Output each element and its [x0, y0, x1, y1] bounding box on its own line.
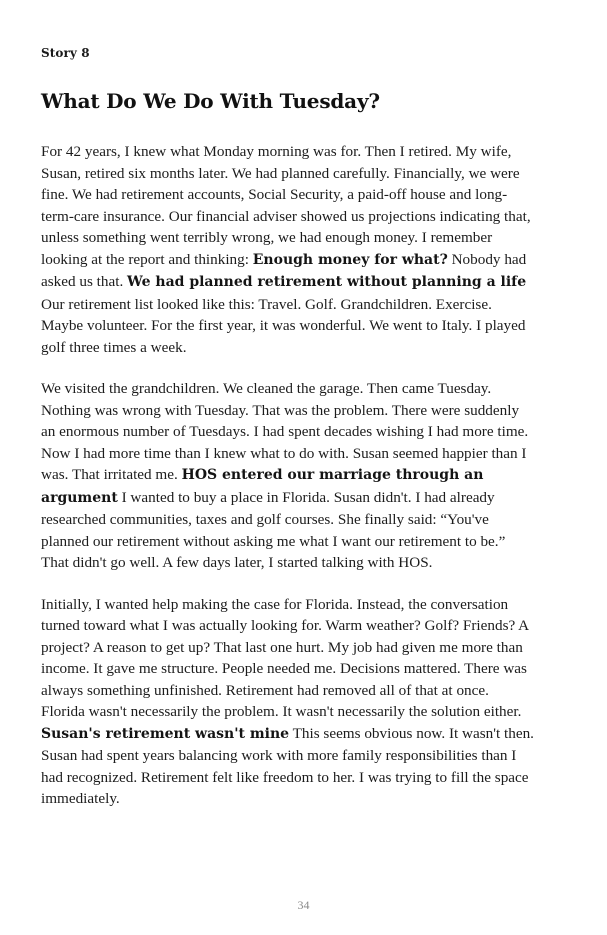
story-title: What Do We Do With Tuesday? — [41, 89, 380, 113]
paragraph-3 — [41, 594, 535, 810]
bold-heading-inline: Susan's retirement wasn't mine — [41, 725, 290, 742]
page-number: 34 — [297, 898, 310, 912]
text-run: Initially, I wanted help making the case for Florida. Instead, the conversation turned toward what I was actually looking for. Warm weather? Golf? Friends? A project? A reason to get up? That last one hurt. My job had given me more than income. It gave me structure. People needed me. Decisions mattered. There was always something unfinished. Retirement had removed all of that at once. Florida wasn't necessarily the problem. It wasn't necessarily the solution either. — [41, 595, 529, 720]
story-body — [41, 141, 535, 830]
text-run: Our retirement list looked like this: Travel. Golf. Grandchildren. Exercise. Maybe volunteer. For the first year, it was wonderful. We went to Italy. I played golf three times a week. — [41, 295, 526, 356]
bold-heading-inline: We had planned retirement without planning a life — [127, 274, 527, 290]
story-label: Story 8 — [41, 46, 90, 60]
text-run: We visited the grandchildren. We cleaned the garage. Then came Tuesday. Nothing was wrong with Tuesday. That was the problem. There were suddenly an enormous number of Tuesdays. I had spent decades wishing I had more time. Now I had more time than I knew what to do with. Susan seemed happier than I was. That irritated me. — [41, 380, 529, 483]
text-run: This seems obvious now. It wasn't then. Susan had spent years balancing work with more family responsibilities than I had recognized. Retirement felt like freedom to her. I was trying to fill the space immediately. — [41, 724, 534, 807]
paragraph-2 — [41, 378, 535, 574]
text-run: I wanted to buy a place in Florida. Susan didn't. I had already researched communities, taxes and golf courses. She finally said: “You've planned our retirement without asking me what I want our retirement to be.” That didn't go well. A few days later, I started talking with HOS. — [41, 488, 506, 571]
bold-heading-inline: HOS entered our marriage through an argument — [41, 467, 484, 506]
text-run: For 42 years, I knew what Monday morning was for. Then I retired. My wife, Susan, retired six months later. We had planned carefully. Financially, we were fine. We had retirement accounts, Social Security, a paid-off house and long-term-care insurance. Our financial adviser showed us projections indicating that, unless something went terribly wrong, we had enough money. I remember looking at the report and thinking: — [41, 143, 531, 268]
bold-phrase: Enough money for what? — [252, 251, 448, 268]
text-run: Nobody had asked us that. — [41, 250, 527, 290]
paragraph-1 — [41, 141, 535, 358]
